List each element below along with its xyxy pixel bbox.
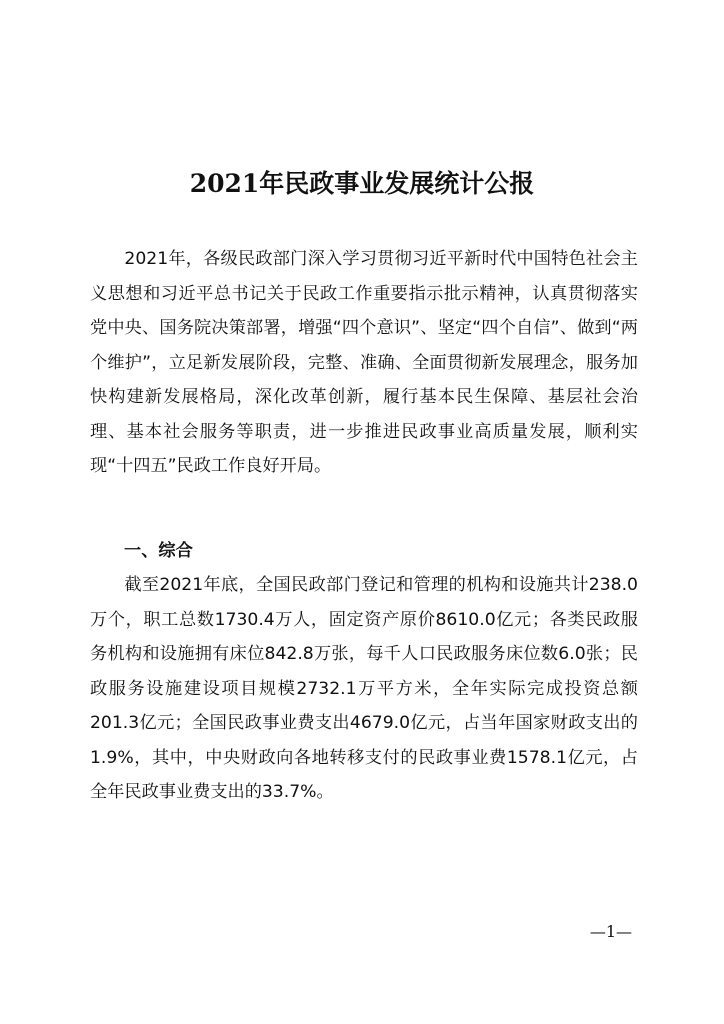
page-number: —1— — [589, 922, 632, 941]
document-title: 2021年民政事业发展统计公报 — [189, 169, 535, 198]
section-paragraph: 截至2021年底，全国民政部门登记和管理的机构和设施共计238.0万个，职工总数1730.4万人，固定资产原价8610.0亿元；各类民政服务机构和设施拥有床位842.8万张，每千人口民政服务床位数6.0张；民政服务设施建设项目规模2732.1万平方米，全年实际完成投资总额201.3亿元；全国民政事业费支出4679.0亿元，占当年国家财政支出的1.9%，其中，中央财政向各地转移支付的民政事业费1578.1亿元，占全年民政事业费支出的33.7%。 — [90, 575, 638, 802]
intro-paragraph: 2021年，各级民政部门深入学习贯彻习近平新时代中国特色社会主义思想和习近平总书记关于民政工作重要指示批示精神，认真贯彻落实党中央、国务院决策部署，增强“四个意识”、坚定“四个自信”、做到“两个维护”，立足新发展阶段，完整、准确、全面贯彻新发展理念，服务加快构建新发展格局，深化改革创新，履行基本民生保障、基层社会治理、基本社会服务等职责，进一步推进民政事业高质量发展，顺利实现“十四五”民政工作良好开局。 — [90, 249, 638, 476]
section-heading: 一、综合 — [124, 541, 193, 561]
